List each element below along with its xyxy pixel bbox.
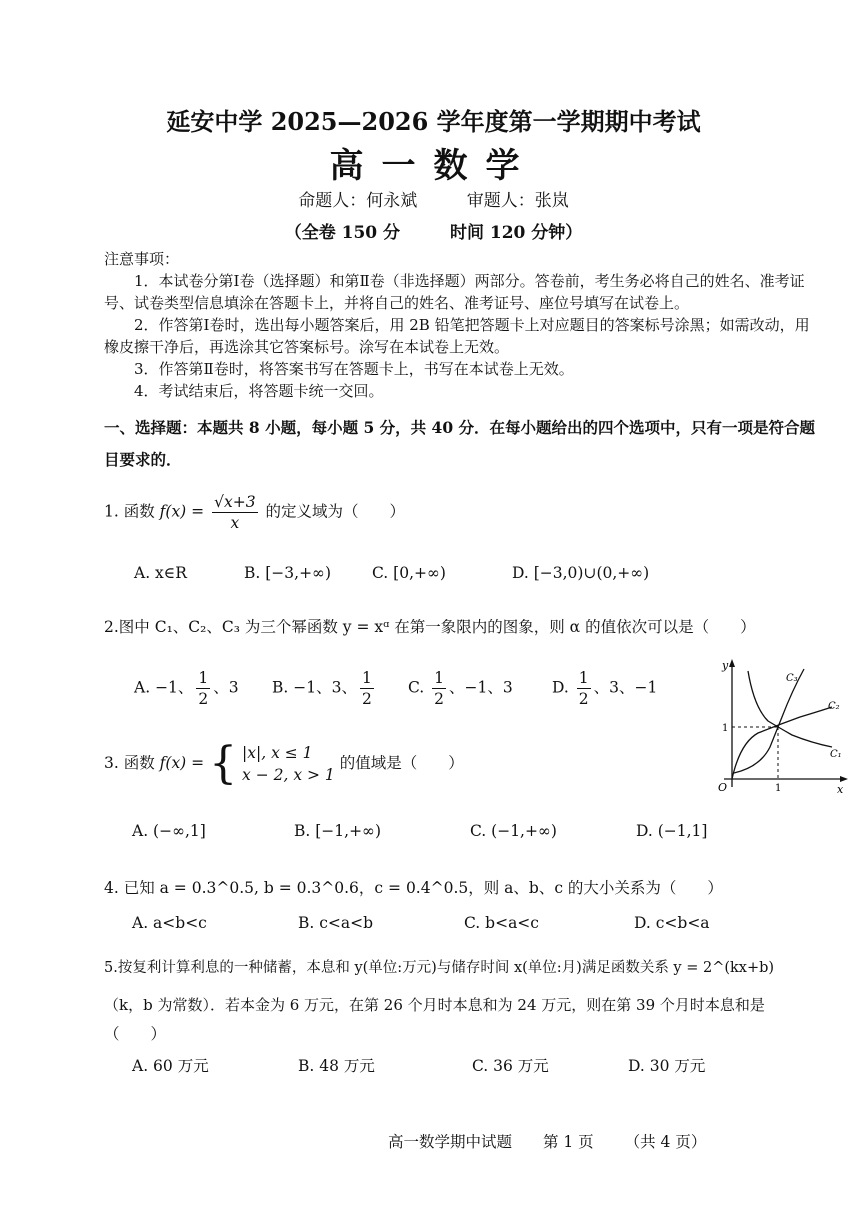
footer-total: （共 4 页） <box>624 1133 707 1151</box>
note-2: 2．作答第Ⅰ卷时，选出每小题答案后，用 2B 铅笔把答题卡上对应题目的答案标号涂黑；如需改动，用橡皮擦干净后，再选涂其它答案标号。涂写在本试卷上无效。 <box>104 316 810 356</box>
graph-c2-label: C₂ <box>828 701 840 712</box>
question-4: 4. 已知 a = 0.3^0.5, b = 0.3^0.6，c = 0.4^0.5，则 a、b、c 的大小关系为（ ） <box>104 879 723 897</box>
q2-d-label: D. <box>552 678 569 697</box>
y-axis-arrow <box>729 659 735 667</box>
graph-one-y: 1 <box>722 723 729 734</box>
q5-option-d: D. 30 万元 <box>628 1057 706 1075</box>
q4-option-a: A. a<b<c <box>132 914 207 932</box>
note-1: 1．本试卷分第Ⅰ卷（选择题）和第Ⅱ卷（非选择题）两部分。答卷前，考生务必将自己的姓名、准考证号、试卷类型信息填涂在答题卡上，并将自己的姓名、准考证号、座位号填写在试卷上。 <box>104 272 805 312</box>
q3-cases <box>242 742 335 786</box>
question-3 <box>104 738 464 789</box>
q1-option-d: D. [−3,0)∪(0,+∞) <box>512 564 650 582</box>
q2-a-pre: −1、 <box>155 678 194 697</box>
q3-option-b: B. [−1,+∞) <box>294 822 382 840</box>
q2-c-post: 、−1、3 <box>449 678 513 697</box>
graph-c3-label: C₃ <box>786 673 798 684</box>
q5-option-c: C. 36 万元 <box>472 1057 549 1075</box>
question-5-line-1: 5.按复利计算利息的一种储蓄，本息和 y(单位:万元)与储存时间 x(单位:月)满足函数关系 y = 2^(kx+b) <box>104 960 775 976</box>
q2-option-d <box>552 668 657 709</box>
q2-a-post: 、3 <box>213 678 239 697</box>
total-score: （全卷 150 分 <box>284 223 401 243</box>
q3-option-a: A. (−∞,1] <box>132 822 206 840</box>
exam-time: 时间 120 分钟） <box>449 223 583 243</box>
subject-title: 高一数学 <box>329 146 538 186</box>
note-3: 3．作答第Ⅱ卷时，将答案书写在答题卡上，书写在本试卷上无效。 <box>134 360 574 378</box>
author: 命题人：何永斌 <box>298 191 418 211</box>
q3-function: f(x) = <box>159 754 205 772</box>
q1-denominator: x <box>230 514 240 532</box>
q2-c-den: 2 <box>434 690 445 708</box>
q2-b-den: 2 <box>361 690 372 708</box>
page-footer <box>388 1130 732 1152</box>
q2-a-num: 1 <box>198 669 209 687</box>
q2-b-label: B. <box>272 678 289 697</box>
q2-c-label: C. <box>408 678 425 697</box>
section-1-heading: 一、选择题：本题共 8 小题，每小题 5 分，共 40 分．在每小题给出的四个选项中，只有一项是符合题目要求的． <box>104 418 816 469</box>
q2-a-fraction <box>196 668 210 709</box>
power-function-graph <box>710 655 850 795</box>
q2-option-b <box>272 668 377 709</box>
q2-b-num: 1 <box>361 669 372 687</box>
q2-a-den: 2 <box>198 690 209 708</box>
q2-d-post: 、3、−1 <box>593 678 658 697</box>
q2-c-fraction <box>432 668 446 709</box>
q5-option-b: B. 48 万元 <box>298 1057 375 1075</box>
exam-title: 延安中学 2025—2026 学年度第一学期期中考试 <box>166 107 701 136</box>
q3-suffix: 的值域是（ ） <box>339 754 464 772</box>
q3-brace: { <box>209 738 238 789</box>
q3-case-1: |x|, x ≤ 1 <box>242 744 313 762</box>
q3-option-c: C. (−1,+∞) <box>470 822 557 840</box>
note-4: 4．考试结束后，将答题卡统一交回。 <box>134 382 384 400</box>
graph-c1-label: C₁ <box>830 749 842 760</box>
q1-option-a: A. x∈R <box>134 564 187 582</box>
q1-option-c: C. [0,+∞) <box>372 564 446 582</box>
footer-page: 第 1 页 <box>542 1133 594 1151</box>
q2-b-pre: −1、3、 <box>293 678 357 697</box>
q4-option-b: B. c<a<b <box>298 914 374 932</box>
score-time-line <box>0 218 867 243</box>
q2-d-num: 1 <box>578 669 589 687</box>
question-1 <box>104 492 405 533</box>
q4-option-d: D. c<b<a <box>634 914 710 932</box>
question-5-line-3: （ ） <box>104 1025 167 1043</box>
q1-function: f(x) = <box>159 502 205 521</box>
footer-name: 高一数学期中试题 <box>388 1133 513 1151</box>
graph-y-label: y <box>722 659 729 672</box>
x-axis-arrow <box>840 776 848 782</box>
q3-case-2: x − 2, x > 1 <box>242 766 335 784</box>
q2-option-c <box>408 668 513 709</box>
notes-heading: 注意事项： <box>104 250 180 268</box>
q1-option-b: B. [−3,+∞) <box>244 564 332 582</box>
q4-option-c: C. b<a<c <box>464 914 539 932</box>
reviewer: 审题人：张岚 <box>466 191 569 211</box>
question-2: 2.图中 C₁、C₂、C₃ 为三个幂函数 y = xᵅ 在第一象限内的图象，则 α 的值依次可以是（ ） <box>104 618 756 636</box>
q5-option-a: A. 60 万元 <box>132 1057 209 1075</box>
graph-one-x: 1 <box>775 783 782 794</box>
q1-fraction <box>212 492 257 533</box>
author-line <box>0 186 867 211</box>
q1-prefix: 1. 函数 <box>104 502 155 521</box>
q1-numerator: √x+3 <box>214 493 256 511</box>
q3-option-d: D. (−1,1] <box>636 822 708 840</box>
q2-b-fraction <box>360 668 374 709</box>
graph-x-label: x <box>837 783 844 795</box>
q2-a-label: A. <box>134 678 151 697</box>
graph-origin: O <box>718 781 728 794</box>
q2-option-a <box>134 668 239 709</box>
q2-d-den: 2 <box>578 690 589 708</box>
question-5-line-2: （k，b 为常数）．若本金为 6 万元，在第 26 个月时本息和为 24 万元，则在第 39 个月时本息和是 <box>104 996 765 1014</box>
q3-prefix: 3. 函数 <box>104 754 155 772</box>
q1-suffix: 的定义域为（ ） <box>265 502 406 521</box>
q2-c-num: 1 <box>434 669 445 687</box>
q2-d-fraction <box>577 668 591 709</box>
